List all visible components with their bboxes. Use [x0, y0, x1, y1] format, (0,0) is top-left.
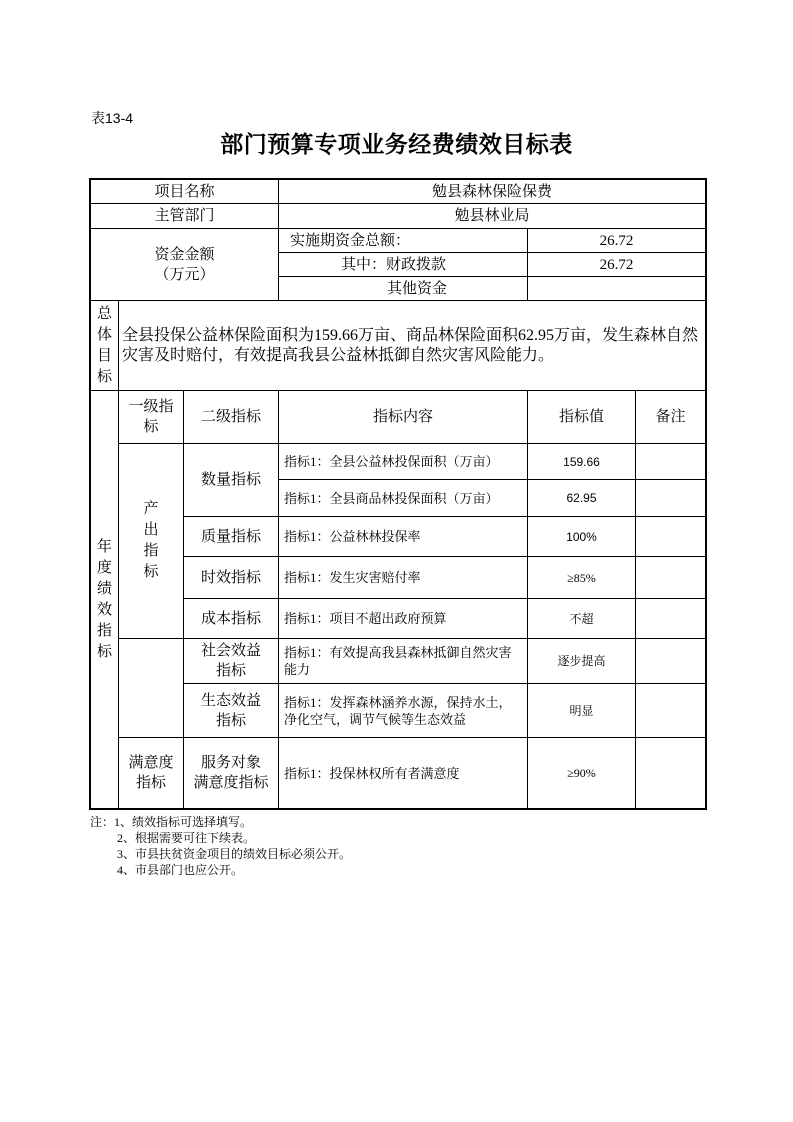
level1-satisfaction-cell — [118, 737, 184, 809]
department-label: 主管部门 — [90, 203, 279, 229]
note-item: 3、市县扶贫资金项目的绩效目标必须公开。 — [117, 847, 352, 861]
indicator-remark — [635, 598, 706, 639]
level1-effect-cell — [118, 638, 184, 738]
indicator-remark — [635, 737, 706, 809]
indicator-value: 100% — [527, 516, 636, 557]
project-name-label: 项目名称 — [90, 179, 279, 204]
overall-goal-label-cell — [90, 300, 119, 391]
level2-social: 社会效益指标 — [201, 643, 262, 679]
indicator-content: 指标1：发生灾害赔付率 — [278, 556, 528, 599]
notes-prefix: 注： — [90, 815, 115, 829]
indicator-content: 指标1：有效提高我县森林抵御自然灾害能力 — [278, 638, 528, 684]
indicator-value: ≥90% — [527, 737, 636, 809]
level2-cost: 成本指标 — [183, 598, 279, 639]
header-level1-cell — [118, 390, 184, 444]
funds-other-value — [527, 276, 706, 301]
funds-other-label: 其他资金 — [278, 276, 528, 301]
department-value: 勉县林业局 — [278, 203, 706, 229]
indicator-content: 指标1：投保林权所有者满意度 — [278, 737, 528, 809]
note-item: 2、根据需要可往下续表。 — [117, 831, 256, 845]
funds-fiscal-label: 其中：财政拨款 — [278, 252, 528, 277]
header-level2: 二级指标 — [183, 390, 279, 444]
indicator-value: ≥85% — [527, 556, 636, 599]
level1-output-cell — [118, 443, 184, 639]
header-level1: 一级指标 — [128, 399, 174, 435]
level2-quality: 质量指标 — [183, 516, 279, 557]
funds-fiscal-value: 26.72 — [527, 252, 706, 277]
performance-target-table — [90, 179, 706, 809]
funds-total-label: 实施期资金总额： — [278, 228, 528, 253]
level1-output: 产出指标 — [143, 501, 159, 580]
header-content: 指标内容 — [278, 390, 528, 444]
level2-service-satisfaction: 服务对象 满意度指标 — [183, 737, 279, 809]
indicator-value: 逐步提高 — [527, 638, 636, 684]
indicator-content: 指标1：项目不超出政府预算 — [278, 598, 528, 639]
annual-indicators-label-cell — [90, 390, 119, 809]
funds-label-cell — [90, 228, 279, 301]
indicator-content: 指标1：发挥森林涵养水源，保持水土，净化空气，调节气候等生态效益 — [278, 683, 528, 738]
indicator-content: 指标1：公益林林投保率 — [278, 516, 528, 557]
level2-ecological: 生态效益指标 — [201, 692, 262, 729]
note-item: 1、绩效指标可选择填写。 — [114, 815, 253, 829]
header-value: 指标值 — [527, 390, 636, 444]
indicator-content: 指标1：全县公益林投保面积（万亩） — [278, 443, 528, 480]
indicator-value: 不超 — [527, 598, 636, 639]
note-item: 4、市县部门也应公开。 — [117, 863, 244, 877]
indicator-value: 明显 — [527, 683, 636, 738]
funds-unit: （万元） — [154, 266, 215, 283]
indicator-remark — [635, 683, 706, 738]
indicator-remark — [635, 556, 706, 599]
overall-goal-label: 总体目标 — [97, 305, 113, 385]
project-name-value: 勉县森林保险保费 — [278, 179, 706, 204]
form-code: 表13-4 — [91, 110, 134, 126]
annual-indicators-label: 年度绩效指标 — [97, 538, 113, 660]
indicator-remark — [635, 516, 706, 557]
funds-label: 资金金额 — [154, 246, 215, 263]
level2-social-cell — [183, 638, 279, 684]
level2-ecological-cell — [183, 683, 279, 738]
page-title: 部门预算专项业务经费绩效目标表 — [220, 132, 573, 157]
level1-satisfaction: 满意度指标 — [128, 755, 174, 791]
indicator-remark — [635, 638, 706, 684]
indicator-content: 指标1：全县商品林投保面积（万亩） — [278, 479, 528, 517]
level2-timeliness: 时效指标 — [183, 556, 279, 599]
header-remark: 备注 — [635, 390, 706, 444]
indicator-remark — [635, 443, 706, 480]
overall-goal-text: 全县投保公益林保险面积为159.66万亩、商品林保险面积62.95万亩，发生森林自然灾害及时赔付，有效提高我县公益林抵御自然灾害风险能力。 — [118, 300, 706, 391]
indicator-value: 159.66 — [527, 443, 636, 480]
indicator-remark — [635, 479, 706, 517]
level2-quantity: 数量指标 — [183, 443, 279, 517]
funds-total-value: 26.72 — [527, 228, 706, 253]
indicator-value: 62.95 — [527, 479, 636, 517]
